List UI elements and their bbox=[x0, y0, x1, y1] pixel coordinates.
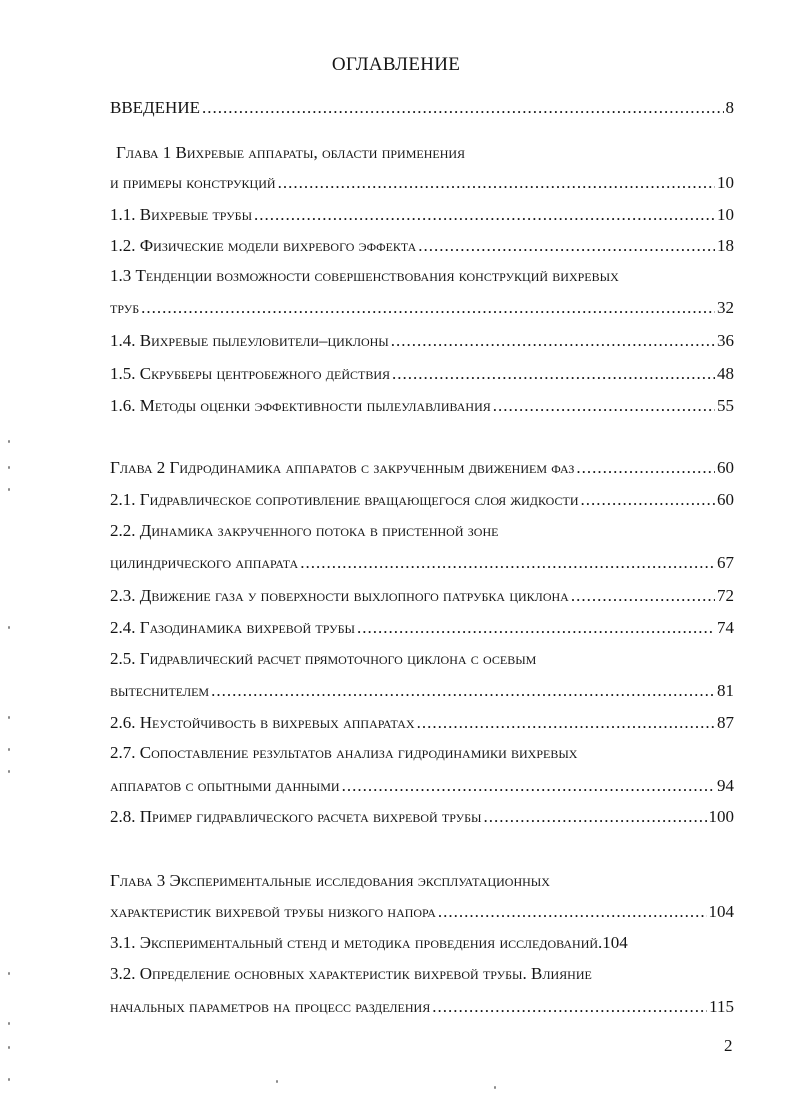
toc-leader-dots bbox=[571, 586, 715, 606]
scan-speck bbox=[8, 626, 10, 629]
scan-speck bbox=[8, 770, 10, 773]
toc-entry bbox=[110, 364, 734, 384]
scan-speck bbox=[494, 1086, 496, 1089]
toc-chapter-1-heading: Глава 1 Вихревые аппараты, области применения bbox=[116, 143, 466, 162]
toc-entry bbox=[110, 396, 734, 416]
toc-leader-dots bbox=[432, 997, 707, 1017]
toc-entry-page: 67 bbox=[717, 553, 734, 572]
toc-entry-page: 60 bbox=[717, 458, 734, 477]
toc-entry-page: 48 bbox=[717, 364, 734, 383]
toc-entry-text: 2.1. Гидравлическое сопротивление вращающегося слоя жидкости bbox=[110, 490, 579, 509]
scan-speck bbox=[8, 440, 10, 443]
toc-entry-text: 2.4. Газодинамика вихревой трубы bbox=[110, 618, 355, 637]
toc-entry bbox=[110, 933, 734, 953]
toc-entry-text: цилиндрического аппарата bbox=[110, 553, 299, 572]
toc-leader-dots bbox=[581, 490, 716, 510]
toc-entry-text: 2.7. Сопоставление результатов анализа гидродинамики вихревых bbox=[110, 743, 578, 762]
toc-leader-dots bbox=[342, 776, 715, 796]
toc-entry bbox=[110, 681, 734, 701]
toc-entry bbox=[110, 807, 734, 827]
toc-entry-page: 100 bbox=[708, 807, 734, 826]
scan-speck bbox=[8, 716, 10, 719]
scan-speck bbox=[8, 748, 10, 751]
scan-speck bbox=[8, 972, 10, 975]
toc-entry-page: 72 bbox=[717, 586, 734, 605]
toc-entry-page: 104 bbox=[602, 933, 628, 952]
toc-entry bbox=[110, 902, 734, 922]
toc-entry bbox=[110, 997, 734, 1017]
toc-entry bbox=[110, 713, 734, 733]
toc-entry-text: 3.2. Определение основных характеристик вихревой трубы. Влияние bbox=[110, 964, 592, 983]
toc-entry bbox=[110, 298, 734, 318]
toc-entry bbox=[110, 490, 734, 510]
toc-leader-dots bbox=[417, 713, 715, 733]
toc-leader-dots bbox=[254, 205, 715, 225]
toc-entry-page: 115 bbox=[709, 997, 734, 1016]
toc-entry bbox=[110, 205, 734, 225]
toc-entry-page: 94 bbox=[717, 776, 734, 795]
toc-entry-text: труб bbox=[110, 298, 140, 317]
toc-entry-text: 1.4. Вихревые пылеуловители–циклоны bbox=[110, 331, 389, 350]
toc-entry bbox=[110, 236, 734, 256]
toc-entry-page: 18 bbox=[717, 236, 734, 255]
toc-leader-dots bbox=[202, 98, 724, 118]
toc-leader-dots bbox=[418, 236, 715, 256]
toc-entry-page: 60 bbox=[717, 490, 734, 509]
scan-speck bbox=[8, 1046, 10, 1049]
toc-entry-page: 81 bbox=[717, 681, 734, 700]
toc-leader-dots bbox=[141, 298, 715, 318]
toc-entry-text: 2.3. Движение газа у поверхности выхлопного патрубка циклона bbox=[110, 586, 569, 605]
toc-entry-text: 1.2. Физические модели вихревого эффекта bbox=[110, 236, 417, 255]
toc-leader-dots bbox=[438, 902, 707, 922]
toc-entry-text: 2.6. Неустойчивость в вихревых аппаратах bbox=[110, 713, 415, 732]
toc-entry-page: 74 bbox=[717, 618, 734, 637]
toc-leader-dots bbox=[391, 331, 715, 351]
toc-entry-text: 2.2. Динамика закрученного потока в пристенной зоне bbox=[110, 521, 499, 540]
scan-speck bbox=[8, 466, 10, 469]
toc-leader-dots bbox=[392, 364, 715, 384]
toc-leader-dots bbox=[576, 458, 715, 478]
toc-entry-text: характеристик вихревой трубы низкого напора bbox=[110, 902, 436, 921]
toc-leader-dots bbox=[483, 807, 706, 827]
scan-speck bbox=[8, 488, 10, 491]
toc-entry-text: вытеснителем bbox=[110, 681, 210, 700]
scan-speck bbox=[276, 1080, 278, 1083]
toc-entry-page: 104 bbox=[708, 902, 734, 921]
toc-entry-text: 3.1. Экспериментальный стенд и методика проведения исследований. bbox=[110, 933, 603, 952]
toc-entry-text: и примеры конструкций bbox=[110, 173, 276, 192]
toc-entry-introduction bbox=[110, 98, 734, 118]
toc-entry bbox=[110, 331, 734, 351]
toc-entry-page: 36 bbox=[717, 331, 734, 350]
toc-entry-text: ВВЕДЕНИЕ bbox=[110, 98, 200, 117]
toc-leader-dots bbox=[357, 618, 715, 638]
toc-entry-page: 10 bbox=[717, 205, 734, 224]
toc-entry-page: 55 bbox=[717, 396, 734, 415]
toc-entry-text: Глава 2 Гидродинамика аппаратов с закрученным движением фаз bbox=[110, 458, 575, 477]
toc-entry-text: 1.6. Методы оценки эффективности пылеулавливания bbox=[110, 396, 491, 415]
toc-entry-page: 8 bbox=[725, 98, 734, 117]
toc-entry-text: 1.5. Скрубберы центробежного действия bbox=[110, 364, 390, 383]
toc-entry bbox=[110, 553, 734, 573]
toc-entry-page: 32 bbox=[717, 298, 734, 317]
toc-entry-text: 1.3 Тенденции возможности совершенствования конструкций вихревых bbox=[110, 266, 619, 285]
scan-speck bbox=[8, 1078, 10, 1081]
toc-entry-page: 87 bbox=[717, 713, 734, 732]
toc-entry bbox=[110, 173, 734, 193]
page-title: ОГЛАВЛЕНИЕ bbox=[331, 54, 461, 75]
toc-leader-dots bbox=[211, 681, 715, 701]
page-number: 2 bbox=[724, 1036, 733, 1055]
toc-leader-dots bbox=[493, 396, 715, 416]
toc-entry-text: аппаратов с опытными данными bbox=[110, 776, 340, 795]
toc-leader-dots bbox=[278, 173, 715, 193]
toc-entry bbox=[110, 776, 734, 796]
toc-entry-page: 10 bbox=[717, 173, 734, 192]
toc-chapter-2-heading bbox=[110, 458, 734, 478]
scan-speck bbox=[8, 1022, 10, 1025]
toc-entry bbox=[110, 586, 734, 606]
toc-chapter-3-heading: Глава 3 Экспериментальные исследования эксплуатационных bbox=[110, 871, 550, 890]
toc-entry-text: 2.8. Пример гидравлического расчета вихревой трубы bbox=[110, 807, 482, 826]
toc-entry-text: начальных параметров на процесс разделения bbox=[110, 997, 431, 1016]
toc-leader-dots bbox=[300, 553, 715, 573]
toc-entry-text: 2.5. Гидравлический расчет прямоточного циклона с осевым bbox=[110, 649, 537, 668]
toc-entry-text: 1.1. Вихревые трубы bbox=[110, 205, 253, 224]
toc-entry bbox=[110, 618, 734, 638]
